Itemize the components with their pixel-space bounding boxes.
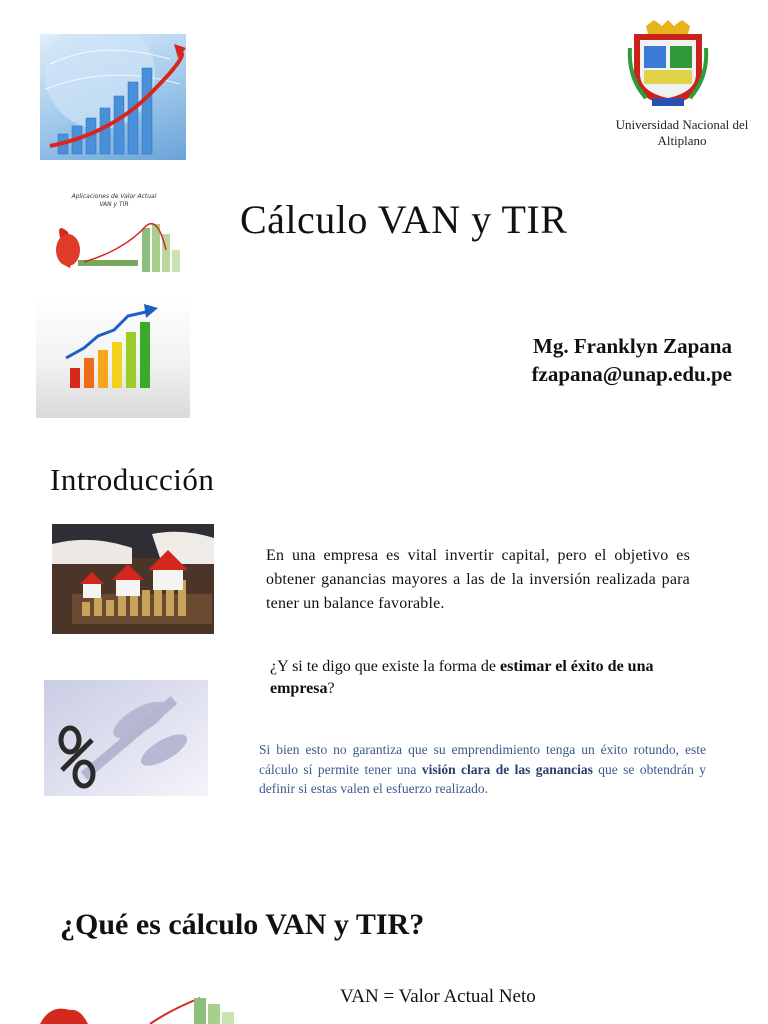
question-prefix: ¿Y si te digo que existe la forma de — [270, 658, 500, 675]
university-name: Universidad Nacional del Altiplano — [615, 117, 749, 148]
intro-heading: Introducción — [50, 462, 215, 497]
university-crest-logo — [626, 18, 710, 110]
author-name: Mg. Franklyn Zapana — [533, 334, 732, 358]
percent-sign-image — [44, 680, 208, 796]
van-definition: VAN = Valor Actual Neto — [340, 986, 536, 1007]
growth-chart-image — [40, 34, 186, 160]
question-emphasis: estimar el éxito de una empresa — [270, 658, 654, 697]
section-heading: ¿Qué es cálculo VAN y TIR? — [60, 908, 425, 941]
note-emphasis: visión clara de las ganancias — [421, 761, 593, 777]
bottom-book-image — [30, 990, 240, 1024]
book-caption-line1: Aplicaciones de Valor Actual — [71, 193, 157, 200]
3d-bar-chart-image — [36, 296, 190, 418]
author-block — [480, 332, 732, 388]
intro-paragraph: En una empresa es vital invertir capital, pero el objetivo es obtener ganancias mayores a las de la inversión realizada para tener un balance favorable. — [266, 547, 690, 612]
question-suffix: ? — [327, 680, 335, 697]
page-title: Cálculo VAN y TIR — [240, 197, 568, 242]
note-after: que se obtendrán y definir si estas valen el esfuerzo realizado. — [259, 761, 707, 796]
intro-note — [259, 740, 706, 799]
book-caption-line2: VAN y TIR — [99, 201, 129, 208]
book-cover-image — [44, 190, 184, 284]
houses-coins-image — [52, 524, 214, 634]
note-before: Si bien esto no garantiza que su emprendimiento tenga un éxito rotundo, este cálculo sí permite tener una — [259, 742, 706, 777]
author-email: fzapana@unap.edu.pe — [531, 362, 732, 386]
intro-question — [270, 656, 700, 700]
